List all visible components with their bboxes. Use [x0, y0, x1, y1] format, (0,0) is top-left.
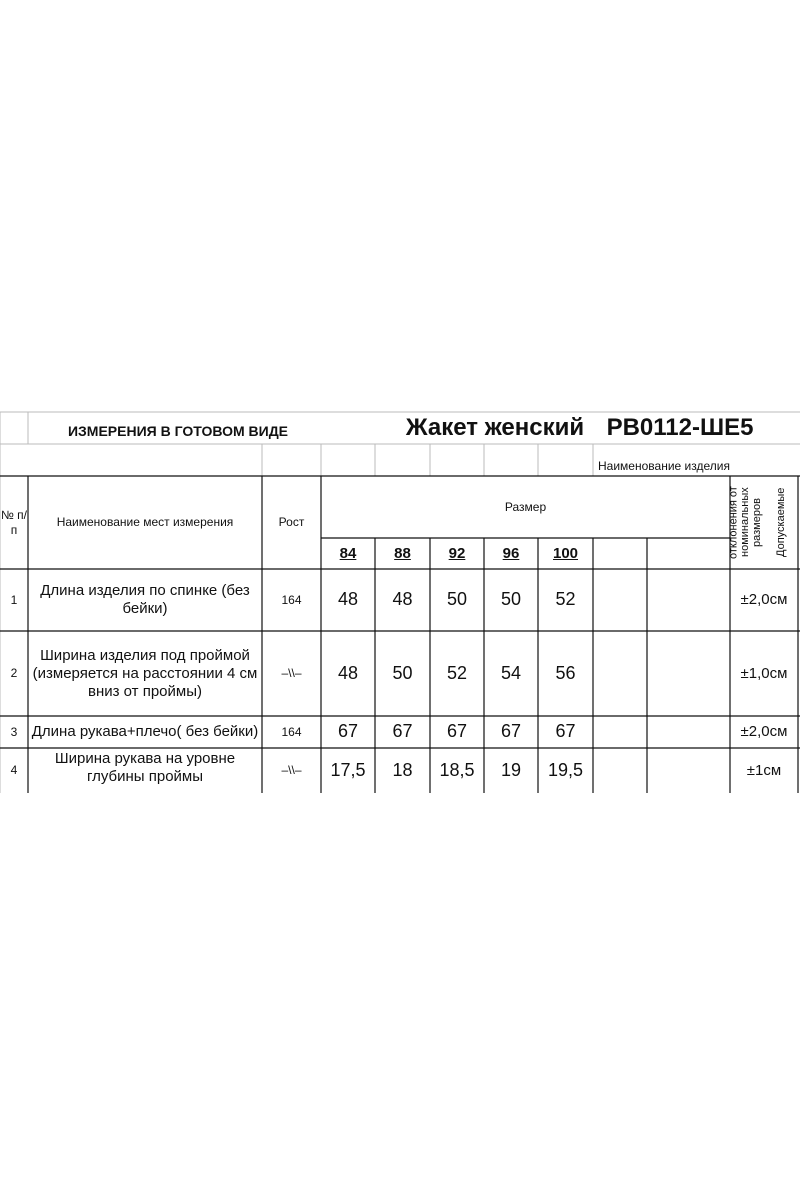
- row-index: 3: [10, 724, 18, 739]
- row-value: 48: [337, 662, 359, 683]
- row-value: 67: [446, 721, 468, 742]
- product-name: Жакет женский: [405, 413, 585, 441]
- size-group-header: Размер: [504, 499, 547, 514]
- row-index: 1: [10, 592, 18, 607]
- row-index: 2: [10, 666, 18, 681]
- row-index: 4: [10, 763, 18, 778]
- row-tolerance: ±2,0см: [740, 591, 788, 608]
- row-value: 52: [555, 589, 576, 610]
- row-value: 50: [500, 589, 522, 610]
- row-value: 52: [446, 662, 468, 683]
- size-96: 96: [502, 544, 520, 562]
- row-value: 50: [446, 589, 468, 610]
- size-92: 92: [448, 544, 466, 562]
- row-value: 67: [555, 721, 576, 742]
- row-value: 50: [392, 662, 413, 683]
- row-height: –\\–: [281, 763, 302, 778]
- row-name: Ширина рукава на уровне глубины проймы: [54, 750, 236, 785]
- index-header: № п/п: [0, 508, 28, 537]
- row-height: 164: [281, 724, 302, 739]
- size-100: 100: [552, 544, 579, 562]
- tolerance-header-deviation: отклонения от номинальных размеров: [727, 486, 763, 559]
- row-value: 67: [500, 721, 522, 742]
- row-name: Ширина изделия под проймой (измеряется на расстоянии 4 см вниз от проймы): [32, 646, 258, 700]
- row-value: 18: [392, 759, 413, 780]
- row-tolerance: ±1,0см: [740, 664, 788, 682]
- product-name-label: Наименование изделия: [598, 458, 730, 473]
- row-value: 18,5: [439, 759, 475, 780]
- row-height: 164: [281, 592, 302, 607]
- row-value: 56: [555, 662, 576, 683]
- row-value: 54: [500, 662, 522, 683]
- row-height: –\\–: [281, 666, 302, 681]
- row-value: 19,5: [547, 759, 584, 780]
- row-value: 67: [392, 721, 413, 742]
- row-value: 19: [500, 759, 522, 780]
- place-header: Наименование мест измерения: [56, 515, 234, 530]
- measurements-title: ИЗМЕРЕНИЯ В ГОТОВОМ ВИДЕ: [67, 422, 289, 439]
- row-name: Длина рукава+плечо( без бейки): [31, 723, 259, 740]
- size-88: 88: [394, 544, 411, 562]
- size-84: 84: [339, 544, 357, 562]
- product-code: РВ0112-ШЕ5: [606, 413, 754, 441]
- row-name: Длина изделия по спинке (без бейки): [40, 582, 250, 617]
- row-value: 48: [337, 589, 359, 610]
- tolerance-header-allowed: Допускаемые: [775, 487, 788, 558]
- row-value: 48: [392, 589, 413, 610]
- height-header: Рост: [278, 515, 305, 530]
- row-value: 17,5: [330, 759, 366, 780]
- row-tolerance: ±1см: [746, 761, 782, 779]
- row-tolerance: ±2,0см: [740, 723, 788, 740]
- measurement-sheet: [0, 408, 800, 793]
- row-value: 67: [337, 721, 359, 742]
